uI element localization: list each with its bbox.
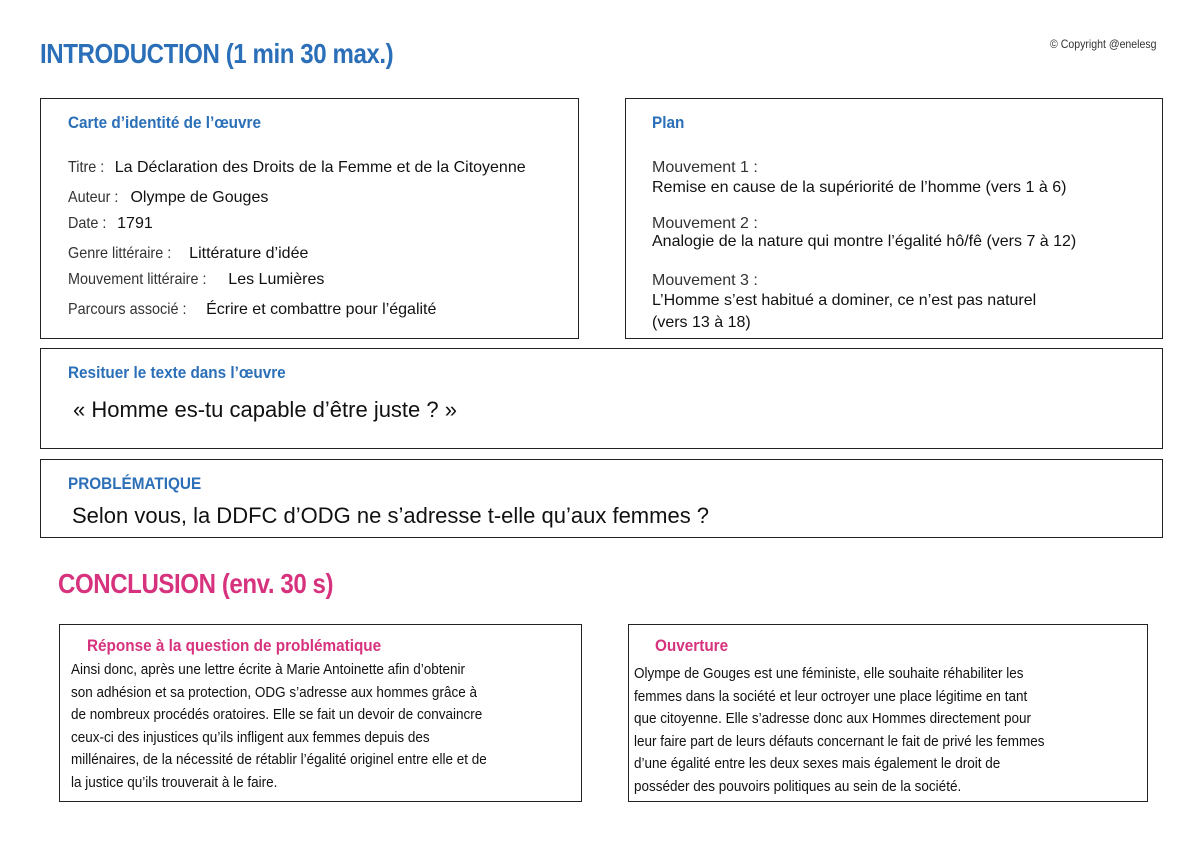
reponse-text bbox=[71, 659, 533, 794]
carte-row-titre bbox=[68, 159, 526, 177]
ouverture-line: que citoyenne. Elle s’adresse donc aux Hommes directement pour bbox=[634, 710, 1031, 727]
carte-identite-title: Carte d’identité de l’œuvre bbox=[68, 113, 261, 132]
ouverture-title: Ouverture bbox=[655, 636, 729, 655]
reponse-line: Ainsi donc, après une lettre écrite à Marie Antoinette afin d’obtenir bbox=[71, 661, 465, 678]
carte-row-value: 1791 bbox=[117, 215, 153, 232]
movement-2-label: Mouvement 2 : bbox=[652, 215, 758, 232]
ouverture-text bbox=[634, 663, 1090, 798]
carte-row-value: Littérature d’idée bbox=[189, 245, 309, 262]
reponse-line: millénaires, de la nécessité de rétablir l’égalité originel entre elle et de bbox=[71, 751, 487, 768]
ouverture-line: Olympe de Gouges est une féministe, elle souhaite réhabiliter les bbox=[634, 665, 1024, 682]
problematique-question: Selon vous, la DDFC d’ODG ne s’adresse t-elle qu’aux femmes ? bbox=[72, 503, 710, 528]
situer-quote: « Homme es-tu capable d’être juste ? » bbox=[73, 397, 457, 422]
conclusion-heading: CONCLUSION (env. 30 s) bbox=[58, 568, 334, 599]
carte-row-parcours bbox=[68, 301, 436, 319]
situer-box bbox=[40, 348, 1163, 449]
movement-1-text: Remise en cause de la supériorité de l’homme (vers 1 à 6) bbox=[652, 179, 1067, 196]
carte-row-genre bbox=[68, 245, 308, 263]
reponse-line: ceux-ci des injustices qu’ils infligent aux femmes depuis des bbox=[71, 728, 430, 746]
movement-3-label: Mouvement 3 : bbox=[652, 272, 758, 289]
reponse-line: de nombreux procédés oratoires. Elle se fait un devoir de convaincre bbox=[71, 706, 483, 723]
carte-row-label: Date : bbox=[68, 215, 107, 232]
copyright-text: © Copyright @enelesg bbox=[1050, 37, 1157, 51]
reponse-box bbox=[59, 624, 582, 802]
ouverture-line: posséder des pouvoirs politiques au sein de la société. bbox=[634, 777, 962, 795]
movement-2-text: Analogie de la nature qui montre l’égalité hô/fê (vers 7 à 12) bbox=[652, 233, 1077, 250]
carte-row-value: La Déclaration des Droits de la Femme et de la Citoyenne bbox=[114, 159, 526, 176]
problematique-title: PROBLÉMATIQUE bbox=[68, 474, 202, 493]
carte-identite-box bbox=[40, 98, 579, 339]
problematique-box bbox=[40, 459, 1163, 538]
ouverture-box bbox=[628, 624, 1148, 802]
ouverture-line: leur faire part de leurs défauts concernant le fait de privé les femmes bbox=[634, 732, 1045, 750]
carte-row-mouvement bbox=[68, 271, 324, 289]
carte-row-date bbox=[68, 215, 153, 233]
carte-row-label: Genre littéraire : bbox=[68, 245, 172, 262]
movement-3-text: L’Homme s’est habitué a dominer, ce n’est pas naturel bbox=[652, 292, 1037, 309]
plan-title: Plan bbox=[652, 113, 685, 132]
carte-row-label: Titre : bbox=[68, 159, 105, 176]
movement-3-text: (vers 13 à 18) bbox=[652, 314, 751, 331]
carte-row-label: Auteur : bbox=[68, 189, 119, 206]
introduction-heading: INTRODUCTION (1 min 30 max.) bbox=[40, 38, 394, 69]
situer-title: Resituer le texte dans l’œuvre bbox=[68, 363, 286, 382]
reponse-line: son adhésion et sa protection, ODG s’adresse aux hommes grâce à bbox=[71, 683, 477, 701]
carte-row-auteur bbox=[68, 189, 268, 207]
ouverture-line: d’une égalité entre les deux sexes mais également le droit de bbox=[634, 755, 1001, 772]
movement-1-label: Mouvement 1 : bbox=[652, 159, 758, 176]
carte-row-label: Parcours associé : bbox=[68, 301, 187, 318]
carte-row-label: Mouvement littéraire : bbox=[68, 271, 207, 288]
carte-row-value: Olympe de Gouges bbox=[130, 189, 269, 206]
carte-row-value: Écrire et combattre pour l’égalité bbox=[206, 301, 437, 318]
reponse-line: la justice qu’ils trouverait à le faire. bbox=[71, 773, 278, 791]
ouverture-line: femmes dans la société et leur octroyer une place légitime en tant bbox=[634, 687, 1028, 705]
reponse-title: Réponse à la question de problématique bbox=[87, 636, 382, 655]
plan-box bbox=[625, 98, 1163, 339]
carte-row-value: Les Lumières bbox=[228, 271, 325, 288]
